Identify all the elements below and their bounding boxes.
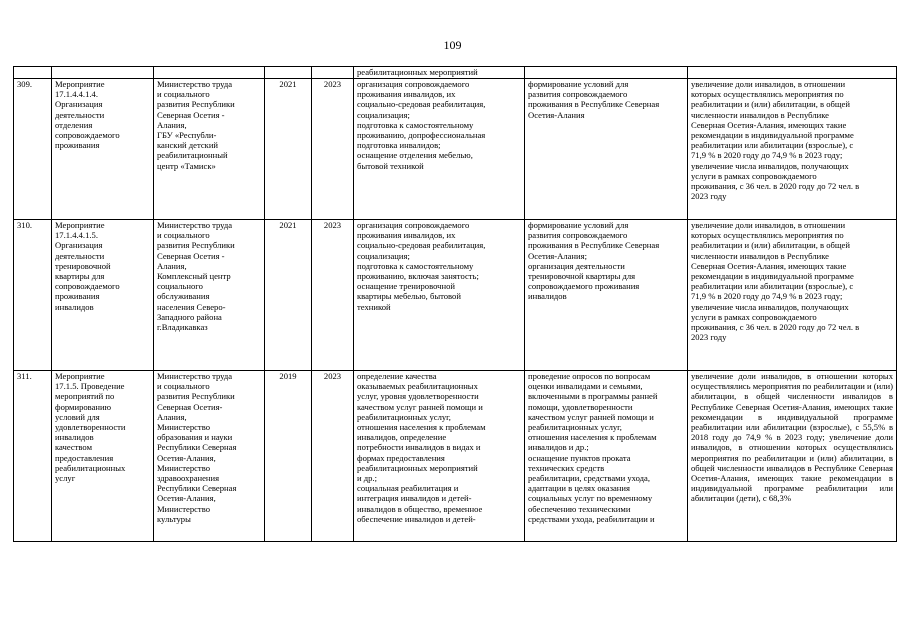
cell-executor: Министерство труда и социального развития Республики Северная Осетия - Алания, ГБУ «Республи- канский детский реабилитационный центр «Тамиск» bbox=[154, 79, 265, 220]
table-row bbox=[14, 220, 897, 371]
cell-indicator: увеличение доли инвалидов, в отношении которых осуществлялись мероприятия по реабилитации и (или) абилитации, в общей численности инвалидов в Республике Северная Осетия-Алания, имеющих такие рекомендации в индивидуальной программе реабилитации или абилитации (взрослые), с 71,9 % в 2020 году до 74,9 % в 2023 году; увеличение числа инвалидов, получающих услуги в рамках сопровождаемого проживания, с 36 чел. в 2020 году до 72 чел. в 2023 году bbox=[688, 220, 897, 371]
cell-event bbox=[52, 67, 154, 79]
cell-executor: Министерство труда и социального развития Республики Северная Осетия- Алания, Министерство образования и науки Республики Северная Осетия-Алания, Министерство здравоохранения Республики Северная Осетия-Алания, Министерство культуры bbox=[154, 371, 265, 542]
cell-end-year bbox=[312, 67, 354, 79]
cell-number: 310. bbox=[14, 220, 52, 371]
cell-event: Мероприятие 17.1.4.4.1.5. Организация деятельности тренировочной квартиры для сопровождаемого проживания инвалидов bbox=[52, 220, 154, 371]
table-row bbox=[14, 79, 897, 220]
cell-content: организация сопровождаемого проживания инвалидов, их социально-средовая реабилитация, социализация; подготовка к самостоятельному проживанию, допрофессиональная подготовка инвалидов; оснащение отделения мебелью, бытовой техникой bbox=[354, 79, 525, 220]
cell-content: определение качества оказываемых реабилитационных услуг, уровня удовлетворенности качеством услуг ранней помощи и реабилитационных услуг, отношения населения к проблемам инвалидов, определение потребности инвалидов в видах и формах предоставления реабилитационных мероприятий и др.; социальная реабилитация и интеграция инвалидов и детей- инвалидов в общество, временное обеспечение инвалидов и детей- bbox=[354, 371, 525, 542]
cell-executor: Министерство труда и социального развития Республики Северная Осетия - Алания, Комплексный центр социального обслуживания населения Северо- Западного района г.Владикавказ bbox=[154, 220, 265, 371]
cell-number: 309. bbox=[14, 79, 52, 220]
cell-executor bbox=[154, 67, 265, 79]
cell-result: формирование условий для развития сопровождаемого проживания в Республике Северная Осетия-Алания; организация деятельности тренировочной квартиры для сопровождаемого проживания инвалидов bbox=[525, 220, 688, 371]
page-number: 109 bbox=[443, 38, 462, 52]
table-row bbox=[14, 371, 897, 542]
cell-result bbox=[525, 67, 688, 79]
cell-number: 311. bbox=[14, 371, 52, 542]
cell-number bbox=[14, 67, 52, 79]
cell-end-year: 2023 bbox=[312, 79, 354, 220]
cell-start-year: 2021 bbox=[265, 220, 312, 371]
cell-end-year: 2023 bbox=[312, 371, 354, 542]
cell-end-year: 2023 bbox=[312, 220, 354, 371]
cell-content: реабилитационных мероприятий bbox=[354, 67, 525, 79]
cell-content: организация сопровождаемого проживания инвалидов, их социально-средовая реабилитация, социализация; подготовка к самостоятельному проживанию, включая занятость; оснащение тренировочной квартиры мебелью, бытовой техникой bbox=[354, 220, 525, 371]
table-row-continuation bbox=[14, 67, 897, 79]
cell-indicator: увеличение доли инвалидов, в отношении которых осуществлялись мероприятия по реабилитации и (или) абилитации, в общей численности инвалидов в Республике Северная Осетия-Алания, имеющих такие рекомендации в индивидуальной программе реабилитации или абилитации (взрослые), с 71,9 % в 2020 году до 74,9 % в 2023 году; увеличение числа инвалидов, получающих услуги в рамках сопровождаемого проживания, с 36 чел. в 2020 году до 72 чел. в 2023 году bbox=[688, 79, 897, 220]
cell-start-year: 2019 bbox=[265, 371, 312, 542]
cell-result: формирование условий для развития сопровождаемого проживания в Республике Северная Осетия-Алания bbox=[525, 79, 688, 220]
cell-indicator bbox=[688, 67, 897, 79]
cell-result: проведение опросов по вопросам оценки инвалидами и семьями, включенными в программы ранней помощи, удовлетворенности качеством услуг ранней помощи и реабилитационных услуг, отношения населения к проблемам инвалидов и др.; оснащение пунктов проката технических средств реабилитации, средствами ухода, адаптации в целях оказания социальных услуг по временному обеспечению техническими средствами ухода, реабилитации и bbox=[525, 371, 688, 542]
cell-event: Мероприятие 17.1.4.4.1.4. Организация деятельности отделения сопровождаемого проживания bbox=[52, 79, 154, 220]
measures-table bbox=[13, 66, 897, 542]
cell-start-year: 2021 bbox=[265, 79, 312, 220]
cell-event: Мероприятие 17.1.5. Проведение мероприятий по формированию условий для удовлетворенности инвалидов качеством предоставления реабилитационных услуг bbox=[52, 371, 154, 542]
cell-start-year bbox=[265, 67, 312, 79]
cell-indicator: увеличение доли инвалидов, в отношении которых осуществлялись мероприятия по реабилитации и (или) абилитации, в общей численности инвалидов в Республике Северная Осетия-Алания, имеющих такие рекомендации в индивидуальной программе реабилитации или абилитации (взрослые), с 55,5% в 2018 году до 74,9 % в 2023 году; увеличение доли инвалидов, в отношении которых осуществлялись мероприятия по реабилитации и (или) абилитации, в общей численности инвалидов в Республике Северная Осетия-Алания, имеющих такие рекомендации в индивидуальной программе реабилитации или абилитации (дети), с 68,3% bbox=[688, 371, 897, 542]
